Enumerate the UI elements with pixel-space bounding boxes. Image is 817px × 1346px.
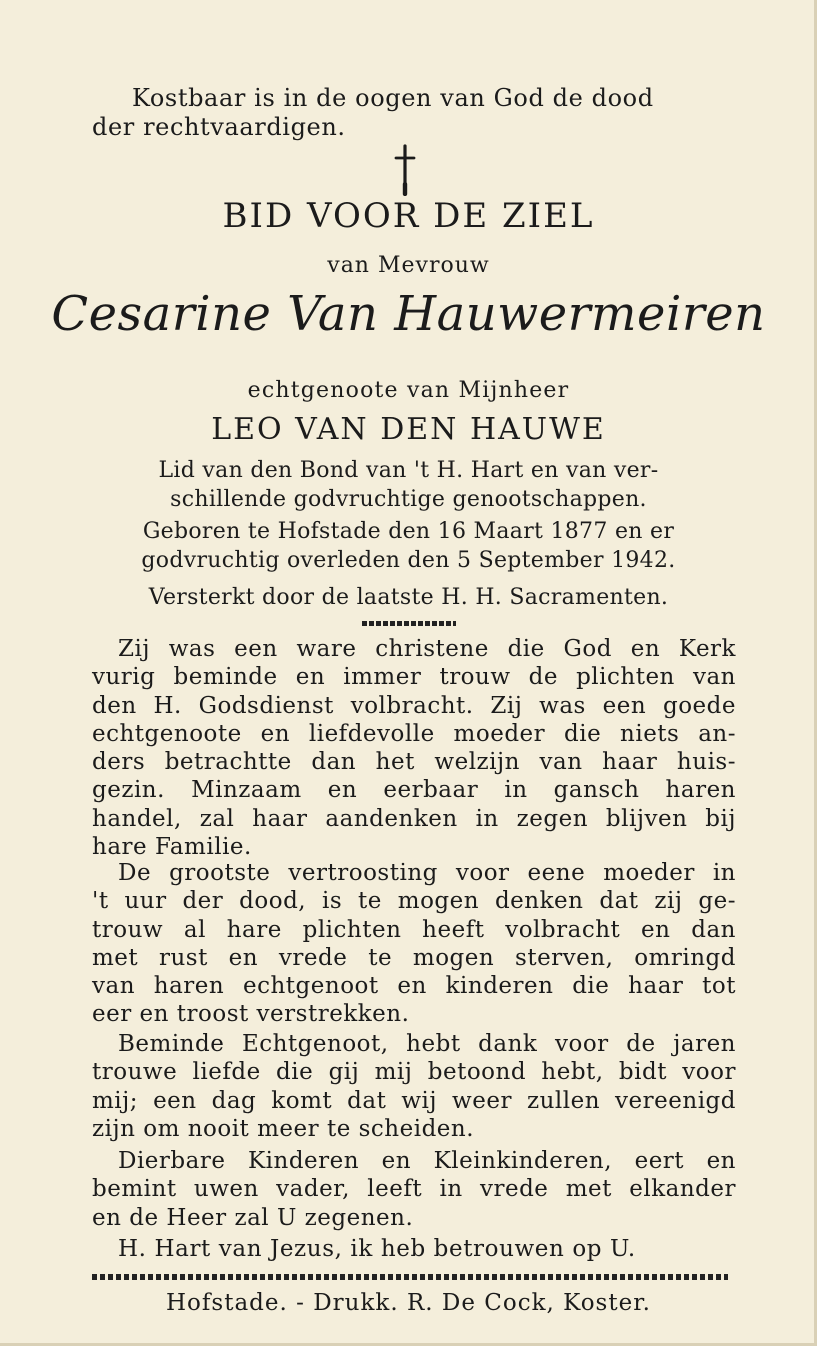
ornament-divider xyxy=(362,621,456,626)
paragraph-line: echtgenoote en liefdevolle moeder die niets an- xyxy=(92,720,736,747)
paragraph-line: en de Heer zal U zegenen. xyxy=(92,1204,414,1231)
paragraph-line: vurig beminde en immer trouw de plichten van xyxy=(92,664,736,691)
printer-imprint: Hofstade. - Drukk. R. De Cock, Koster. xyxy=(166,1290,651,1316)
paragraph-3 xyxy=(92,1030,736,1143)
paragraph-line: gezin. Minzaam en eerbaar in gansch haren xyxy=(92,777,736,804)
paragraph-line: eer en troost verstrekken. xyxy=(92,1001,410,1028)
paragraph-line: trouw al hare plichten heeft volbracht en dan xyxy=(92,916,736,943)
dotted-rule xyxy=(92,1274,728,1280)
van-mevrouw: van Mevrouw xyxy=(327,253,490,278)
paragraph-line: zijn om nooit meer te scheiden. xyxy=(92,1115,475,1142)
paragraph-line: mij; een dag komt dat wij weer zullen vereenigd xyxy=(92,1087,736,1114)
membership xyxy=(0,456,817,514)
membership-line: Lid van den Bond van 't H. Hart en van ver- xyxy=(158,458,659,483)
paragraph-line: den H. Godsdienst volbracht. Zij was een goede xyxy=(92,692,736,719)
paragraph-line: 't uur der dood, is te mogen denken dat zij ge- xyxy=(92,888,736,915)
birth-death-line: godvruchtig overleden den 5 September 1942. xyxy=(141,548,676,573)
spouse-name: LEO VAN DEN HAUWE xyxy=(211,412,606,447)
paragraph-line: van haren echtgenoot en kinderen die haar tot xyxy=(92,973,736,1000)
closing-prayer: H. Hart van Jezus, ik heb betrouwen op U. xyxy=(118,1236,636,1262)
paragraph-2 xyxy=(92,859,736,1029)
heading: BID VOOR DE ZIEL xyxy=(222,196,595,236)
birth-death-line: Geboren te Hofstade den 16 Maart 1877 en er xyxy=(142,519,675,544)
paragraph-4 xyxy=(92,1147,736,1232)
paragraph-line: Zij was een ware christene die God en Kerk xyxy=(118,636,736,662)
birth-death xyxy=(0,517,817,575)
epigraph-line-1: Kostbaar is in de oogen van God de dood xyxy=(132,84,654,112)
membership-line: schillende godvruchtige genootschappen. xyxy=(170,487,647,512)
sacraments: Versterkt door de laatste H. H. Sacramenten. xyxy=(148,585,669,610)
paragraph-line: bemint uwen vader, leeft in vrede met elkander xyxy=(92,1176,736,1203)
paragraph-line: ders betrachtte dan het welzijn van haar huis- xyxy=(92,749,736,776)
paragraph-1 xyxy=(92,635,736,861)
paragraph-line: hare Familie. xyxy=(92,834,252,861)
epigraph-line-2: der rechtvaardigen. xyxy=(92,113,346,141)
paragraph-line: De grootste vertroosting voor eene moeder in xyxy=(118,860,736,886)
paragraph-line: Beminde Echtgenoot, hebt dank voor de jaren xyxy=(118,1031,736,1057)
cross-icon xyxy=(388,144,422,196)
paragraph-line: handel, zal haar aandenken in zegen blijven bij xyxy=(92,805,736,832)
paragraph-line: Dierbare Kinderen en Kleinkinderen, eert en xyxy=(118,1148,736,1174)
spouse-intro: echtgenoote van Mijnheer xyxy=(247,378,570,403)
paragraph-line: met rust en vrede te mogen sterven, omringd xyxy=(92,944,736,971)
deceased-name: Cesarine Van Hauwermeiren xyxy=(51,286,766,342)
epigraph xyxy=(92,84,736,142)
paragraph-line: trouwe liefde die gij mij betoond hebt, bidt voor xyxy=(92,1059,736,1086)
